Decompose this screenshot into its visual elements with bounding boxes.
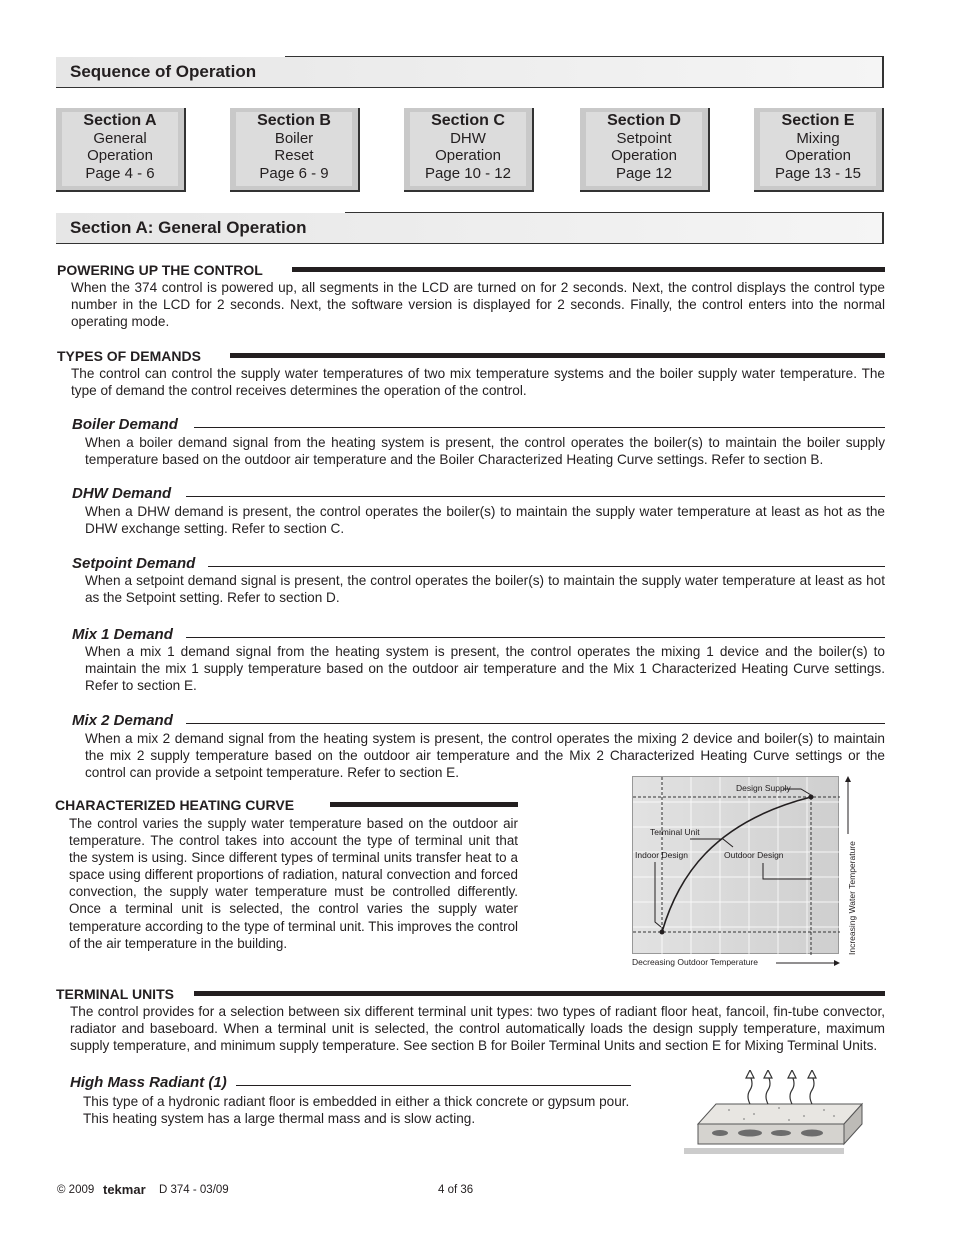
tab-line: Operation xyxy=(87,147,153,164)
tab-title: Section C xyxy=(431,112,505,129)
sequence-title: Sequence of Operation xyxy=(70,62,257,81)
demands-heading: TYPES OF DEMANDS xyxy=(57,348,201,364)
heating-curve-diagram xyxy=(632,776,839,954)
tab-line: Page 12 xyxy=(616,164,672,182)
footer-copyright: © 2009 xyxy=(57,1184,95,1196)
tab-title: Section B xyxy=(257,112,331,129)
powering-text: When the 374 control is powered up, all segments in the LCD are turned on for 2 seconds. Next, the control displays the control type number in the LCD for 2 seconds. Next, the software version is displayed for 2 seconds. Finally, the control enters into the normal operating mode. xyxy=(71,280,885,330)
sub-rule xyxy=(186,496,885,497)
tab-line: Page 6 - 9 xyxy=(259,164,329,182)
dhw-demand-text: When a DHW demand is present, the control operates the boiler(s) to maintain the supply water temperature at least as hot as the DHW exchange setting. Refer to section C. xyxy=(85,504,885,537)
mix1-demand-heading: Mix 1 Demand xyxy=(72,626,173,643)
x-axis-arrow xyxy=(776,958,840,968)
sub-rule xyxy=(208,566,885,567)
sequence-banner xyxy=(56,56,884,88)
tab-line: Page 10 - 12 xyxy=(425,164,511,182)
tab-line: Operation xyxy=(611,147,677,164)
design-supply-label: Design Supply xyxy=(736,783,791,793)
tab-section-d[interactable] xyxy=(580,108,710,192)
sub-rule xyxy=(186,723,885,724)
tab-line: General xyxy=(93,129,147,147)
heading-bar xyxy=(230,353,885,358)
y-axis-label: Increasing Water Temperature xyxy=(847,841,857,955)
x-axis-label: Decreasing Outdoor Temperature xyxy=(632,957,758,967)
indoor-design-label: Indoor Design xyxy=(635,850,688,860)
tab-line: Setpoint xyxy=(616,129,672,147)
curve-text: The control varies the supply water temperature based on the outdoor air temperature. The control takes into account the type of terminal unit that the system is using. Since different types of terminal units transfer heat to a space using different proportions of radiation, natural convection and forced convection, the supply water temperature must be controlled differently. Once a terminal unit is selected, the control varies the supply water temperature according to the type of terminal unit. This improves the control of the air temperature in the building. xyxy=(69,816,518,951)
tab-section-a[interactable] xyxy=(56,108,186,192)
tab-line: DHW xyxy=(450,129,486,147)
section-a-title: Section A: General Operation xyxy=(70,218,307,237)
heading-bar xyxy=(292,267,885,272)
heading-bar xyxy=(194,991,885,996)
outdoor-design-label: Outdoor Design xyxy=(724,850,784,860)
mix2-demand-text: When a mix 2 demand signal from the heating system is present, the control operates the mixing 2 device and boiler(s) to maintain the mix 2 supply temperature based on the outdoor air temperature and the Mix 2 Characterized Heating Curve settings or the control can provide a setpoint temperature. Refer to section E. xyxy=(85,731,885,781)
mix2-demand-heading: Mix 2 Demand xyxy=(72,712,173,729)
tab-title: Section A xyxy=(83,112,157,129)
tab-line: Page 4 - 6 xyxy=(85,164,155,182)
boiler-demand-text: When a boiler demand signal from the heating system is present, the control operates the boiler(s) to maintain the boiler supply temperature based on the outdoor air temperature and the Boiler Characterized Heating Curve settings. Refer to section B. xyxy=(85,435,885,468)
curve-heading: CHARACTERIZED HEATING CURVE xyxy=(55,797,295,813)
sub-rule xyxy=(186,637,885,638)
radiant-floor-illustration xyxy=(684,1070,870,1156)
heading-bar xyxy=(330,802,518,807)
setpoint-demand-text: When a setpoint demand signal is present, the control operates the boiler(s) to maintain the supply water temperature at least as hot as the Setpoint setting. Refer to section D. xyxy=(85,573,885,606)
sub-rule xyxy=(236,1085,631,1086)
hmr-heading: High Mass Radiant (1) xyxy=(70,1074,227,1091)
footer-doc-number: D 374 - 03/09 xyxy=(159,1184,229,1196)
heating-curve-graphic xyxy=(633,777,840,955)
setpoint-demand-heading: Setpoint Demand xyxy=(72,555,196,572)
tab-line: Mixing xyxy=(796,129,840,147)
y-axis-arrow xyxy=(843,776,853,834)
tab-title: Section E xyxy=(781,112,855,129)
terminal-text: The control provides for a selection between six different terminal unit types: two types of radiant floor heat, fancoil, fin-tube convector, radiator and baseboard. When a terminal unit is selected, the control automatically loads the design supply temperature, maximum supply temperature, and minimum supply temperature. See section B for Boiler Terminal Units and section E for Mixing Terminal Units. xyxy=(70,1004,885,1054)
tab-section-c[interactable] xyxy=(404,108,534,192)
tab-title: Section D xyxy=(607,112,681,129)
sub-rule xyxy=(194,427,885,428)
powering-heading: POWERING UP THE CONTROL xyxy=(57,262,263,278)
terminal-unit-label: Terminal Unit xyxy=(650,827,700,837)
terminal-heading: TERMINAL UNITS xyxy=(56,986,174,1002)
tab-section-e[interactable] xyxy=(754,108,884,192)
tab-line: Operation xyxy=(785,147,851,164)
tab-section-b[interactable] xyxy=(230,108,360,192)
footer-page-number: 4 of 36 xyxy=(438,1184,474,1196)
demands-text: The control can control the supply water temperatures of two mix temperature systems and the boiler supply water temperature. The type of demand the control receives determines the operation of the control. xyxy=(71,366,885,399)
dhw-demand-heading: DHW Demand xyxy=(72,485,172,502)
tab-line: Page 13 - 15 xyxy=(775,164,861,182)
tab-line: Reset xyxy=(274,147,314,164)
tab-line: Operation xyxy=(435,147,501,164)
mix1-demand-text: When a mix 1 demand signal from the heating system is present, the control operates the mixing 1 device and the boiler(s) to maintain the mix 1 supply temperature based on the outdoor air temperature and the Mix 1 Characterized Heating Curve settings. Refer to section E. xyxy=(85,644,885,694)
tekmar-logo: tekmar xyxy=(103,1182,146,1197)
section-a-banner xyxy=(56,212,884,244)
boiler-demand-heading: Boiler Demand xyxy=(72,416,178,433)
tab-line: Boiler xyxy=(274,129,314,147)
hmr-text: This type of a hydronic radiant floor is embedded in either a thick concrete or gypsum pour. This heating system has a large thermal mass and is slow acting. xyxy=(83,1094,630,1127)
